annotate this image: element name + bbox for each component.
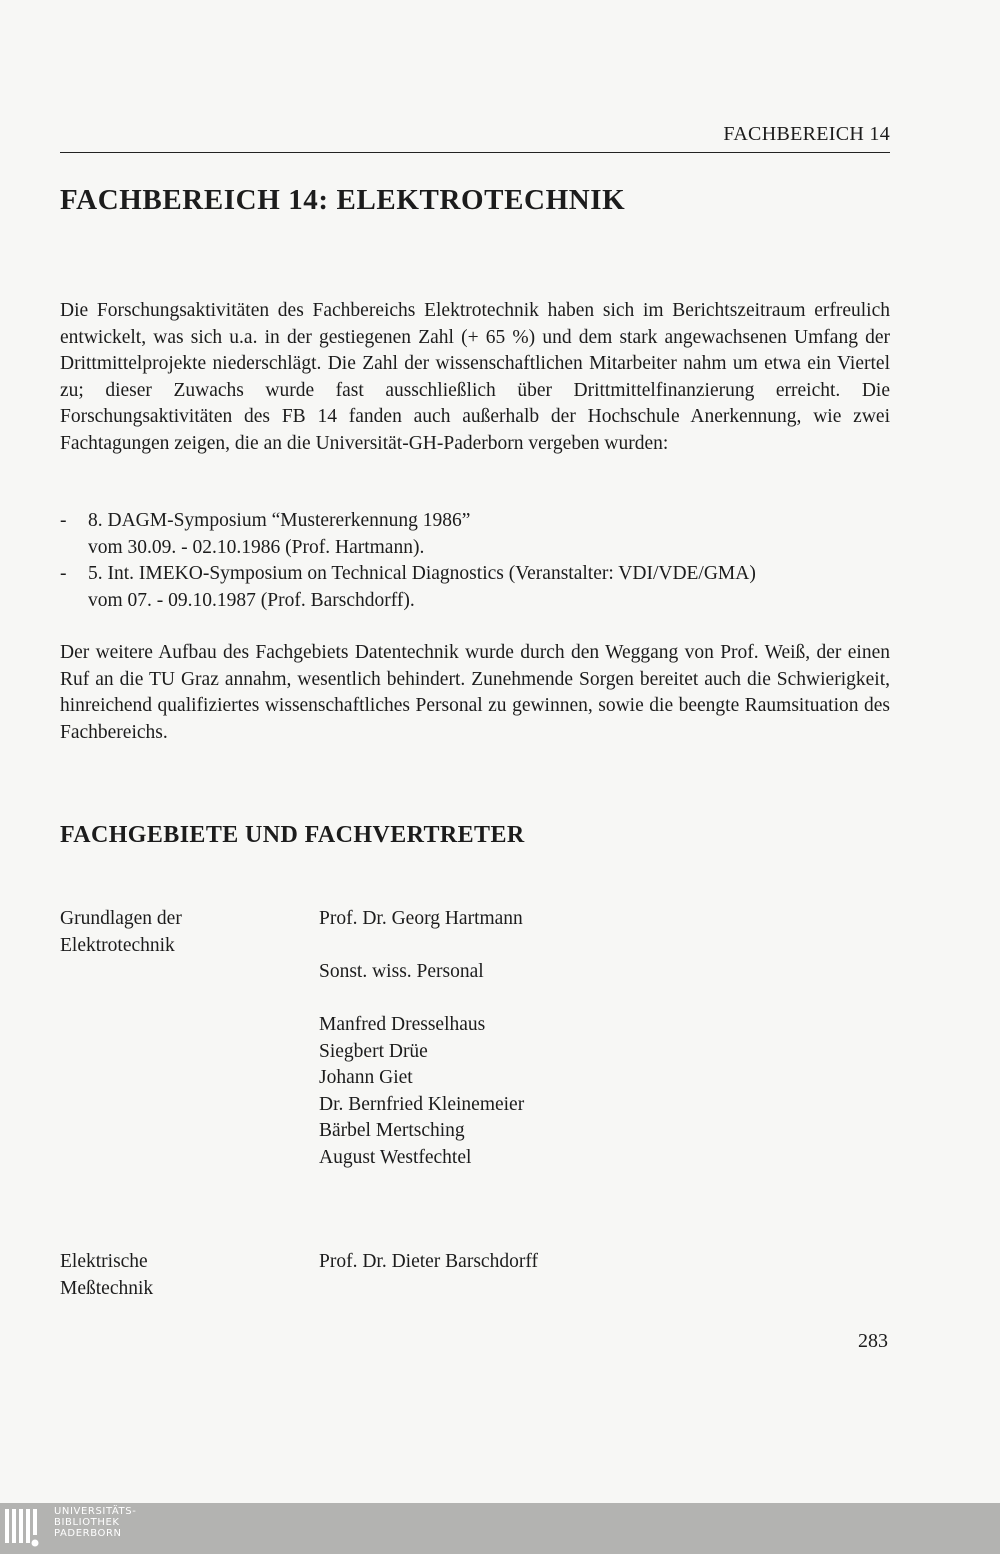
library-logo-icon bbox=[4, 1506, 44, 1550]
staff-member: Manfred Dresselhaus bbox=[319, 1014, 486, 1035]
staff-list bbox=[319, 1012, 524, 1172]
section-title: FACHGEBIETE UND FACHVERTRETER bbox=[60, 822, 525, 848]
list-dash: - bbox=[60, 510, 67, 531]
list-item-line: vom 07. - 09.10.1987 (Prof. Barschdorff). bbox=[88, 589, 415, 611]
library-name-line: PADERBORN bbox=[54, 1528, 122, 1539]
library-name-line: UNIVERSITÄTS- bbox=[54, 1506, 137, 1517]
footer-bar bbox=[0, 1503, 1000, 1554]
field-label-line: Meßtechnik bbox=[60, 1277, 154, 1299]
field-label-line: Grundlagen der bbox=[60, 908, 182, 929]
library-name bbox=[54, 1506, 136, 1539]
paragraph-text: Der weitere Aufbau des Fachgebiets Datentechnik wurde durch den Weggang von Prof. Weiß, der einen Ruf an die TU Graz annahm, wesentlich behindert. Zunehmende Sorgen bereitet auch die Schwierigkeit, hinreichend qualifiziertes wissenschaftliches Personal zu gewinnen, sowie die beengte Raumsituation des Fachbereichs. bbox=[60, 642, 890, 743]
list-item bbox=[60, 561, 890, 614]
staff-member: Johann Giet bbox=[319, 1067, 413, 1089]
field-label bbox=[60, 906, 300, 959]
paragraph-text: Die Forschungsaktivitäten des Fachbereichs Elektrotechnik haben sich im Berichtszeitraum erfreulich entwickelt, was sich u.a. in der gestiegenen Zahl (+ 65 %) und dem stark angewachsenen Umfang der Drittmittelprojekte niederschlägt. Die Zahl der wissenschaftlichen Mitarbeiter nahm um etwa ein Viertel zu; dieser Zuwachs wurde fast ausschließlich über Drittmittelfinanzierung erreicht. Die Forschungsaktivitäten des FB 14 fanden auch außerhalb der Hochschule Anerkennung, wie zwei Fachtagungen zeigen, die an die Universität-GH-Paderborn vergeben wurden: bbox=[60, 300, 890, 454]
field-label-line: Elektrotechnik bbox=[60, 934, 175, 956]
chapter-title: FACHBEREICH 14: ELEKTROTECHNIK bbox=[60, 184, 626, 216]
field-label-line: Elektrische bbox=[60, 1251, 148, 1272]
professor-name: Prof. Dr. Dieter Barschdorff bbox=[319, 1251, 538, 1272]
field-professor bbox=[319, 906, 879, 933]
staff-heading: Sonst. wiss. Personal bbox=[319, 961, 484, 982]
page-number: 283 bbox=[858, 1330, 888, 1352]
running-head: FACHBEREICH 14 bbox=[723, 123, 890, 145]
staff-member: Dr. Bernfried Kleinemeier bbox=[319, 1093, 525, 1115]
second-paragraph bbox=[60, 640, 890, 746]
header-rule bbox=[60, 152, 890, 153]
professor-name: Prof. Dr. Georg Hartmann bbox=[319, 908, 523, 929]
conference-list bbox=[60, 508, 890, 614]
staff-member: Siegbert Drüe bbox=[319, 1040, 428, 1062]
library-name-line: BIBLIOTHEK bbox=[54, 1517, 120, 1528]
staff-member: August Westfechtel bbox=[319, 1146, 472, 1168]
staff-member: Bärbel Mertsching bbox=[319, 1120, 465, 1142]
field-professor bbox=[319, 1249, 879, 1276]
list-item bbox=[60, 508, 890, 561]
list-item-line: vom 30.09. - 02.10.1986 (Prof. Hartmann). bbox=[88, 536, 425, 558]
list-item-line: 5. Int. IMEKO-Symposium on Technical Diagnostics (Veranstalter: VDI/VDE/GMA) bbox=[88, 563, 756, 585]
list-item-line: 8. DAGM-Symposium “Mustererkennung 1986” bbox=[88, 510, 471, 531]
field-label bbox=[60, 1249, 300, 1302]
intro-paragraph bbox=[60, 298, 890, 458]
list-dash: - bbox=[60, 563, 67, 585]
